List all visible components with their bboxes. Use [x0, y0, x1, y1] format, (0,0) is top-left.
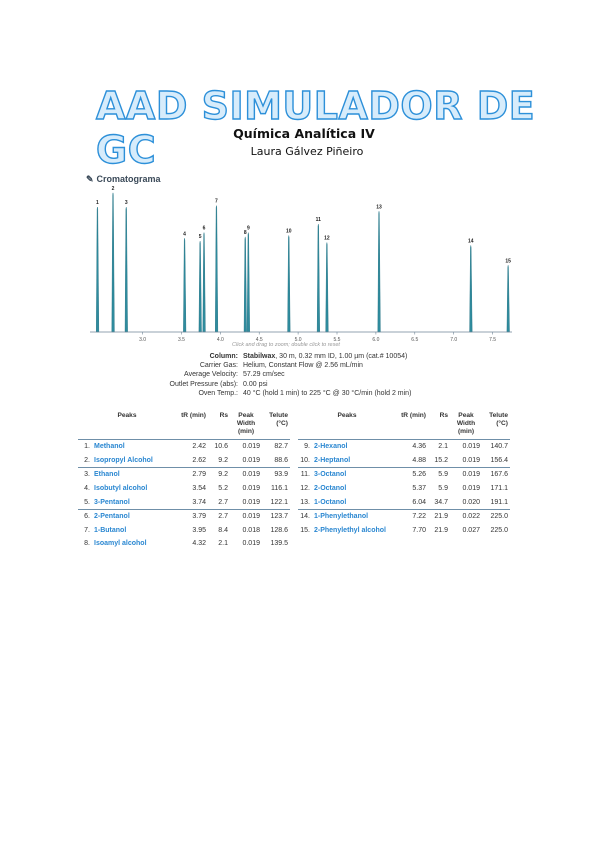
param-value-text: 40 °C (hold 1 min) to 225 °C @ 30 °C/min (hold 2 min)	[243, 389, 412, 397]
peak-label: 6	[202, 225, 206, 232]
peak-label: 7	[215, 198, 218, 205]
x-tick-label: 3.5	[177, 337, 185, 343]
col-peaks: Peaks	[78, 410, 176, 440]
x-tick-label: 5.5	[333, 337, 341, 343]
retention-time: 3.79	[176, 509, 208, 523]
col-tr: tR (min)	[396, 410, 428, 440]
peak-label: 1	[96, 200, 99, 207]
peak-width: 0.019	[230, 509, 262, 523]
peak-6[interactable]	[203, 233, 206, 332]
compound-link[interactable]: 2-Hexanol	[314, 443, 348, 451]
peak-width: 0.019	[242, 456, 260, 464]
peak-label: 15	[505, 258, 511, 265]
peak-3[interactable]	[125, 207, 128, 332]
retention-time: 5.26	[396, 468, 428, 482]
elution-temp: 139.5	[270, 540, 288, 548]
param-value-text: 57.29 cm/sec	[243, 371, 285, 379]
resolution: 21.9	[428, 509, 450, 523]
method-parameters	[86, 352, 516, 398]
peak-10[interactable]	[288, 235, 291, 332]
retention-time: 2.62	[192, 456, 206, 464]
peak-14[interactable]	[470, 245, 473, 332]
param-value	[243, 370, 516, 379]
param-value	[243, 352, 516, 361]
elution-temp: 140.7	[490, 443, 508, 451]
param-value-text: 0.00 psi	[243, 380, 268, 388]
compound-link[interactable]: Isobutyl alcohol	[94, 485, 148, 493]
x-tick-label: 4.5	[255, 337, 263, 343]
resolution: 9.2	[218, 456, 228, 464]
peak-number: 15.	[300, 526, 310, 534]
compound-link[interactable]: Methanol	[94, 443, 125, 451]
peak-number: 14.	[298, 509, 312, 523]
peak-label: 2	[111, 186, 115, 192]
peak-8[interactable]	[244, 237, 247, 332]
peak-13[interactable]	[378, 211, 381, 332]
peak-number: 7.	[84, 526, 90, 534]
param-row	[86, 361, 516, 370]
document-subtitle: Química Analítica IV	[233, 126, 375, 141]
peak-label: 8	[243, 229, 247, 236]
x-tick-label: 7.0	[450, 337, 458, 343]
param-row	[86, 370, 516, 379]
retention-time: 4.36	[412, 443, 426, 451]
document-author: Laura Gálvez Piñeiro	[250, 145, 364, 158]
chromatogram-heading	[86, 174, 161, 185]
param-value	[243, 389, 516, 398]
param-key: Oven Temp.:	[198, 389, 238, 397]
resolution: 10.6	[214, 443, 228, 451]
resolution: 9.2	[208, 468, 230, 482]
col-width: Peak Width (min)	[230, 410, 262, 440]
peak-width: 0.019	[462, 456, 480, 464]
peak-width: 0.019	[242, 540, 260, 548]
peak-number: 5.	[84, 498, 90, 506]
elution-temp: 82.7	[274, 443, 288, 451]
peak-4[interactable]	[183, 238, 186, 332]
retention-time: 7.70	[412, 526, 426, 534]
peak-label: 10	[285, 228, 292, 235]
peak-width: 0.019	[242, 443, 260, 451]
x-tick-label: 6.0	[372, 337, 380, 343]
resolution: 8.4	[218, 526, 228, 534]
peak-7[interactable]	[215, 206, 218, 332]
retention-time: 3.54	[192, 485, 206, 493]
elution-temp: 122.1	[270, 498, 288, 506]
peak-number: 9.	[304, 443, 310, 451]
peak-1[interactable]	[96, 207, 99, 332]
table-row	[78, 537, 290, 551]
table-row	[298, 482, 510, 496]
peak-width: 0.019	[462, 485, 480, 493]
compound-link[interactable]: 1-Octanol	[314, 498, 347, 506]
peak-2[interactable]	[112, 193, 115, 332]
retention-time: 2.42	[192, 443, 206, 451]
x-tick-label: 3.0	[139, 337, 147, 343]
peak-number: 1.	[84, 443, 90, 451]
retention-time: 4.88	[412, 456, 426, 464]
peaks-table-right	[298, 410, 510, 537]
pencil-icon: ✎	[86, 174, 94, 184]
resolution: 2.1	[218, 540, 228, 548]
peaks-table-left	[78, 410, 290, 551]
elution-temp: 116.1	[271, 485, 288, 493]
retention-time: 2.79	[176, 468, 208, 482]
retention-time: 4.32	[192, 540, 206, 548]
table-row	[78, 524, 290, 538]
resolution: 21.9	[434, 526, 448, 534]
peak-width: 0.019	[242, 485, 260, 493]
compound-link[interactable]: Isoamyl alcohol	[94, 540, 147, 548]
resolution: 15.2	[434, 456, 448, 464]
elution-temp: 225.0	[490, 526, 508, 534]
retention-time: 3.74	[192, 498, 206, 506]
peak-11[interactable]	[317, 224, 320, 332]
peak-5[interactable]	[199, 241, 202, 332]
peak-9[interactable]	[247, 233, 250, 332]
table-row	[298, 440, 510, 454]
table-row	[78, 440, 290, 454]
col-temp: Telute (°C)	[262, 410, 290, 440]
param-key: Carrier Gas:	[199, 362, 238, 370]
peak-label: 13	[376, 204, 382, 211]
compound-link[interactable]: 2-Heptanol	[314, 456, 351, 464]
col-temp: Telute (°C)	[482, 410, 510, 440]
table-row	[298, 468, 510, 482]
x-tick-label: 5.0	[294, 337, 302, 343]
elution-temp: 171.1	[490, 485, 508, 493]
peak-12[interactable]	[326, 243, 329, 332]
peak-number: 13.	[300, 498, 310, 506]
chromatogram-heading-label: Cromatograma	[96, 174, 161, 184]
elution-temp: 167.6	[482, 468, 510, 482]
param-value-bold: Stabilwax	[243, 353, 276, 360]
compound-link[interactable]: 2-Octanol	[314, 485, 347, 493]
peak-number: 3.	[78, 468, 92, 482]
compound-link[interactable]: 3-Pentanol	[94, 498, 130, 506]
document-title: AAD SIMULADOR DE GC	[96, 84, 536, 172]
param-key: Column:	[209, 353, 238, 360]
peak-label: 3	[124, 200, 128, 207]
peak-width: 0.019	[230, 468, 262, 482]
col-width: Peak Width (min)	[450, 410, 482, 440]
resolution: 5.2	[218, 485, 228, 493]
retention-time: 5.37	[412, 485, 426, 493]
peak-number: 12.	[300, 485, 310, 493]
peak-number: 4.	[84, 485, 90, 493]
param-value	[243, 361, 516, 370]
peak-width: 0.020	[462, 498, 480, 506]
elution-temp: 88.6	[274, 456, 288, 464]
param-row	[86, 389, 516, 398]
retention-time: 7.22	[396, 509, 428, 523]
table-row	[298, 524, 510, 538]
peak-width: 0.019	[450, 468, 482, 482]
compound-link[interactable]: 1-Phenylethanol	[312, 509, 396, 523]
peak-label: 5	[198, 234, 202, 241]
peak-width: 0.018	[242, 526, 260, 534]
param-row	[86, 352, 516, 361]
compound-link[interactable]: 2-Pentanol	[92, 509, 176, 523]
elution-temp: 191.1	[490, 498, 508, 506]
table-row	[298, 509, 510, 523]
peak-label: 4	[183, 231, 186, 238]
resolution: 2.7	[218, 498, 228, 506]
compound-link[interactable]: Ethanol	[92, 468, 176, 482]
table-row	[298, 495, 510, 509]
param-value	[243, 380, 516, 389]
peak-label: 12	[324, 235, 330, 242]
col-tr: tR (min)	[176, 410, 208, 440]
peak-number: 2.	[84, 456, 90, 464]
param-key: Average Velocity:	[184, 371, 238, 379]
param-value-text: , 30 m, 0.32 mm ID, 1.00 µm (cat.# 10054)	[275, 353, 408, 360]
peak-label: 9	[246, 225, 250, 232]
param-value-text: Helium, Constant Flow @ 2.56 mL/min	[243, 362, 363, 370]
table-row	[78, 482, 290, 496]
resolution: 2.7	[208, 509, 230, 523]
param-row	[86, 380, 516, 389]
resolution: 34.7	[434, 498, 448, 506]
compound-link[interactable]: 3-Octanol	[312, 468, 396, 482]
col-rs: Rs	[428, 410, 450, 440]
resolution: 5.9	[438, 485, 448, 493]
peak-number: 8.	[84, 540, 90, 548]
elution-temp: 123.7	[262, 509, 290, 523]
elution-temp: 93.9	[262, 468, 290, 482]
compound-link[interactable]: Isopropyl Alcohol	[94, 456, 153, 464]
x-tick-label: 6.5	[411, 337, 419, 343]
retention-time: 3.95	[192, 526, 206, 534]
peak-width: 0.027	[462, 526, 480, 534]
elution-temp: 128.6	[270, 526, 288, 534]
peak-number: 10.	[300, 456, 310, 464]
col-rs: Rs	[208, 410, 230, 440]
peak-label: 14	[467, 238, 474, 245]
table-row	[78, 468, 290, 482]
compound-link[interactable]: 1-Butanol	[94, 526, 127, 534]
param-key: Outlet Pressure (abs):	[169, 380, 238, 388]
peak-width: 0.022	[450, 509, 482, 523]
peak-label: 11	[315, 217, 321, 224]
col-peaks: Peaks	[298, 410, 396, 440]
table-row	[78, 495, 290, 509]
table-row	[78, 454, 290, 468]
resolution: 2.1	[438, 443, 448, 451]
retention-time: 6.04	[412, 498, 426, 506]
x-tick-label: 4.0	[216, 337, 224, 343]
chromatogram-chart[interactable]	[86, 186, 516, 351]
x-tick-label: 7.5	[489, 337, 497, 343]
table-row	[298, 454, 510, 468]
elution-temp: 225.0	[482, 509, 510, 523]
peak-number: 6.	[78, 509, 92, 523]
peak-number: 11.	[298, 468, 312, 482]
peak-width: 0.019	[242, 498, 260, 506]
peak-width: 0.019	[462, 443, 480, 451]
peak-15[interactable]	[507, 265, 510, 332]
elution-temp: 156.4	[490, 456, 508, 464]
compound-link[interactable]: 2-Phenylethyl alcohol	[314, 526, 386, 534]
resolution: 5.9	[428, 468, 450, 482]
zoom-hint: Click and drag to zoom; double click to reset	[232, 342, 340, 348]
table-row	[78, 509, 290, 523]
